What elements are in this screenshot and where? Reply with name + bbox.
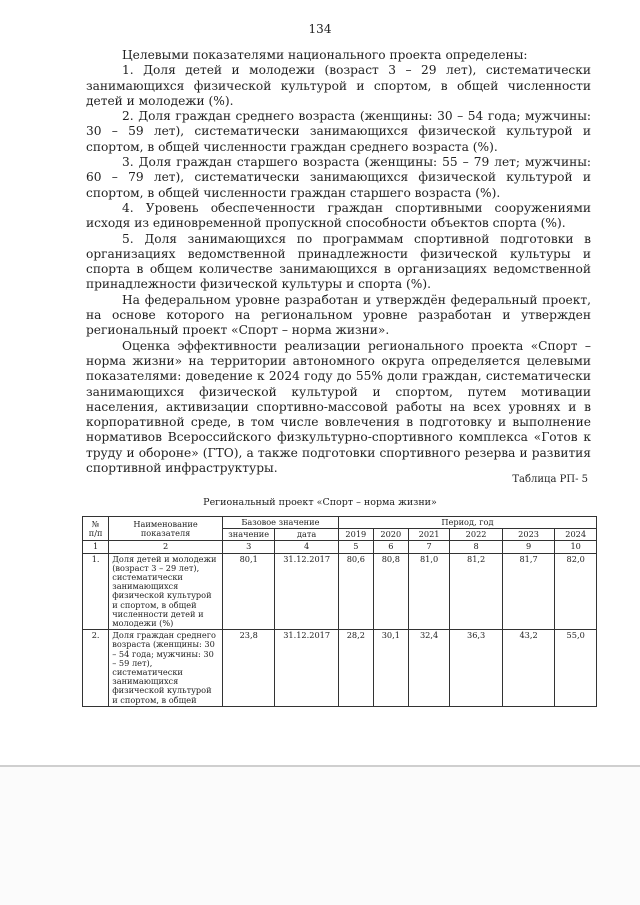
paragraph: 3. Доля граждан старшего возраста (женщины: 55 – 79 лет; мужчины: 60 – 79 лет), систематически занимающихся физической культурой и спортом, в общей численности граждан старшего возраста (%).: [86, 155, 591, 200]
column-index-row: [83, 541, 597, 553]
row-name: Доля детей и молодежи (возраст 3 – 29 лет), систематически занимающихся физической культурой и спортом, в общей численности детей и молодежи (%): [109, 553, 223, 630]
paragraph: 2. Доля граждан среднего возраста (женщины: 30 – 54 года; мужчины: 30 – 59 лет), систематически занимающихся физической культурой и спортом, в общей численности граждан среднего возраста (%).: [86, 109, 591, 154]
row-name: Доля граждан среднего возраста (женщины: 30 – 54 года; мужчины: 30 – 59 лет), систематически занимающихся физической культурой и спортом, в общей: [109, 630, 223, 707]
column-index: 1: [83, 541, 109, 553]
header-year: 2024: [555, 529, 597, 541]
table-title: Региональный проект «Спорт – норма жизни»: [203, 497, 437, 508]
header-number-sign: №: [91, 518, 100, 529]
column-index: 9: [502, 541, 554, 553]
row-year-value: 32,4: [408, 630, 450, 707]
row-year-value: 82,0: [555, 553, 597, 630]
column-index: 6: [373, 541, 408, 553]
row-number: 2.: [83, 630, 109, 707]
row-year-value: 28,2: [338, 630, 373, 707]
column-index: 2: [109, 541, 223, 553]
header-year: 2023: [502, 529, 554, 541]
header-number: [83, 517, 109, 541]
column-index: 10: [555, 541, 597, 553]
header-name: Наименование показателя: [109, 517, 223, 541]
paragraph: 4. Уровень обеспеченности граждан спортивными сооружениями исходя из единовременной пропускной способности объектов спорта (%).: [86, 200, 591, 231]
row-year-value: 36,3: [450, 630, 502, 707]
column-index: 8: [450, 541, 502, 553]
row-year-value: 81,2: [450, 553, 502, 630]
header-year: 2022: [450, 529, 502, 541]
header-number-abbr: п/п: [88, 527, 103, 538]
header-year: 2019: [338, 529, 373, 541]
row-base-value: 80,1: [222, 553, 274, 630]
body-text: [86, 48, 591, 476]
header-period: Период, год: [338, 517, 596, 529]
table-row: [83, 630, 597, 707]
row-base-value: 23,8: [222, 630, 274, 707]
row-year-value: 80,8: [373, 553, 408, 630]
page-background: [0, 767, 640, 905]
column-index: 7: [408, 541, 450, 553]
row-base-date: 31.12.2017: [275, 630, 338, 707]
page-number: 134: [308, 22, 332, 36]
column-index: 4: [275, 541, 338, 553]
paragraph: 5. Доля занимающихся по программам спортивной подготовки в организациях ведомственной принадлежности физической культуры и спорта в общем количестве занимающихся в организациях ведомственной принадлежности физической культуры и спорта (%).: [86, 231, 591, 292]
header-year: 2020: [373, 529, 408, 541]
row-year-value: 81,0: [408, 553, 450, 630]
paragraph: 1. Доля детей и молодежи (возраст 3 – 29 лет), систематически занимающихся физической культурой и спортом, в общей численности детей и молодежи (%).: [86, 63, 591, 108]
header-value: значение: [222, 529, 274, 541]
table-row: [83, 553, 597, 630]
paragraph: На федеральном уровне разработан и утверждён федеральный проект, на основе которого на региональном уровне разработан и утвержден региональный проект «Спорт – норма жизни».: [86, 292, 591, 338]
row-year-value: 80,6: [338, 553, 373, 630]
column-index: 3: [222, 541, 274, 553]
header-base: Базовое значение: [222, 517, 338, 529]
row-year-value: 43,2: [502, 630, 554, 707]
table-caption: Таблица РП- 5: [512, 474, 588, 485]
paragraph: Целевыми показателями национального проекта определены:: [122, 48, 528, 62]
paragraph: Оценка эффективности реализации регионального проекта «Спорт – норма жизни» на территории автономного округа определяется целевыми показателями: доведение к 2024 году до 55% доли граждан, систематически занимающихся физической культурой и спортом, путем мотивации населения, активизации спортивно-массовой работы на всех уровнях и в корпоративной среде, в том числе вовлечения в подготовку и выполнение нормативов Всероссийского физкультурно-спортивного комплекса «Готов к труду и обороне» (ГТО), а также подготовки спортивного резерва и развития спортивной инфраструктуры.: [86, 338, 591, 476]
row-year-value: 81,7: [502, 553, 554, 630]
header-date: дата: [275, 529, 338, 541]
indicator-table: [82, 516, 597, 707]
row-year-value: 30,1: [373, 630, 408, 707]
row-base-date: 31.12.2017: [275, 553, 338, 630]
column-index: 5: [338, 541, 373, 553]
row-number: 1.: [83, 553, 109, 630]
header-year: 2021: [408, 529, 450, 541]
row-year-value: 55,0: [555, 630, 597, 707]
